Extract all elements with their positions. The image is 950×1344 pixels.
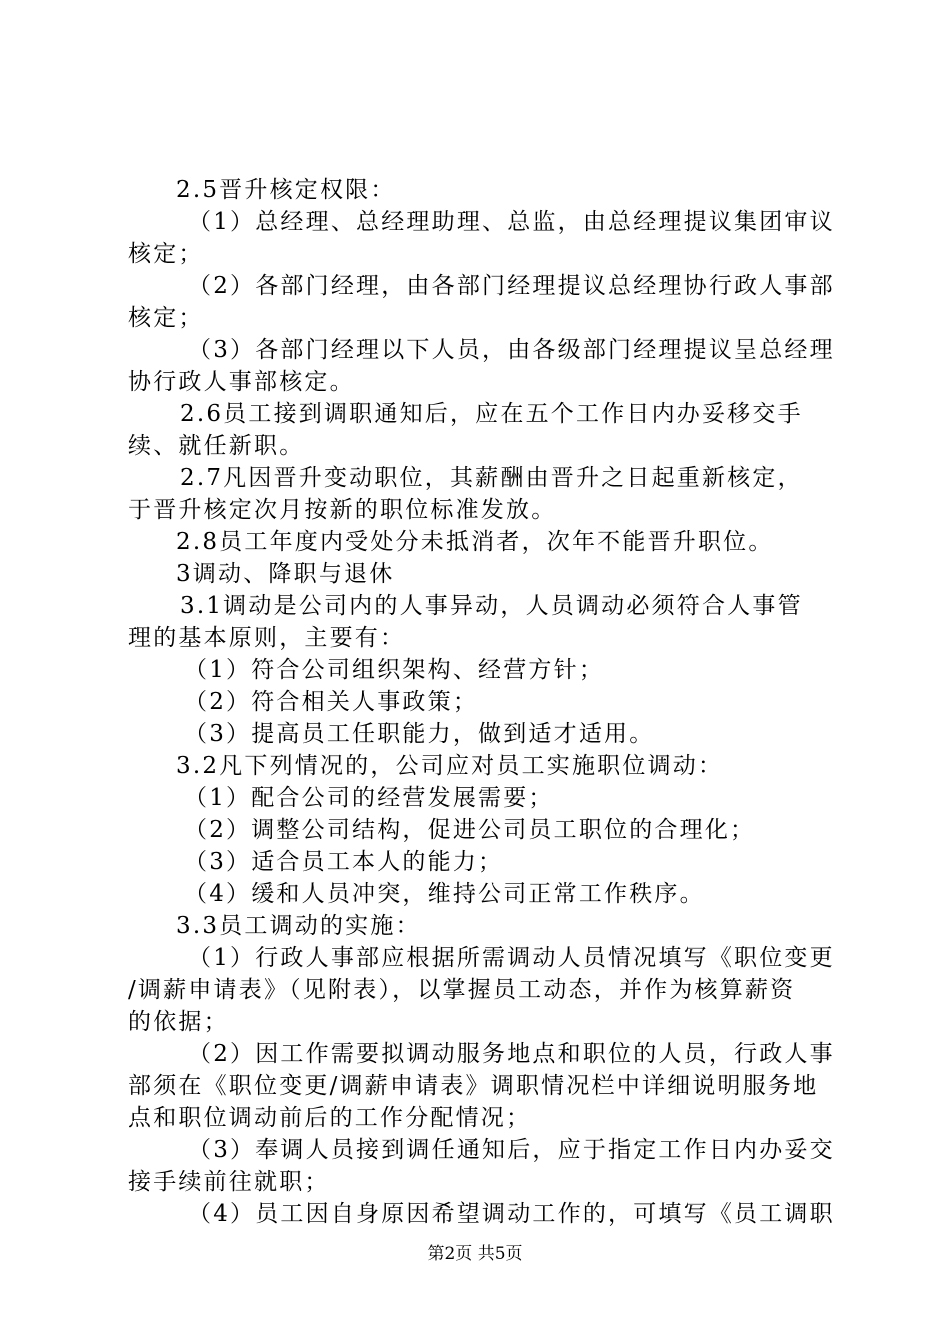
text-line: （1）配合公司的经营发展需要； <box>184 785 554 811</box>
text-line: （2）各部门经理，由各部门经理提议总经理协行政人事部 <box>188 273 835 299</box>
text-line: 的依据； <box>128 1009 229 1035</box>
text-line: 部须在《职位变更/调薪申请表》调职情况栏中详细说明服务地 <box>128 1073 819 1099</box>
text-line: 2.8员工年度内受处分未抵消者，次年不能晋升职位。 <box>176 529 774 555</box>
text-line: 接手续前往就职； <box>128 1169 330 1195</box>
text-line: 3.1调动是公司内的人事异动，人员调动必须符合人事管 <box>180 593 803 619</box>
text-line: /调薪申请表》（见附表），以掌握员工动态，并作为核算薪资 <box>128 977 796 1003</box>
text-line: （2）符合相关人事政策； <box>184 689 479 715</box>
text-line: （4）缓和人员冲突，维持公司正常工作秩序。 <box>184 881 705 907</box>
text-line: （3）奉调人员接到调任通知后，应于指定工作日内办妥交 <box>188 1137 835 1163</box>
text-line: 协行政人事部核定。 <box>128 369 355 395</box>
text-line: （1）符合公司组织架构、经营方针； <box>184 657 605 683</box>
text-line: 3.3员工调动的实施： <box>176 913 421 939</box>
text-line: 2.6员工接到调职通知后，应在五个工作日内办妥移交手 <box>180 401 803 427</box>
text-line: 点和职位调动前后的工作分配情况； <box>128 1105 532 1131</box>
text-line: 核定； <box>128 305 204 331</box>
text-line: 核定； <box>128 241 204 267</box>
text-line: 3调动、降职与退休 <box>176 561 395 587</box>
text-line: 续、就任新职。 <box>128 433 305 459</box>
text-line: （2）因工作需要拟调动服务地点和职位的人员，行政人事 <box>188 1041 835 1067</box>
text-line: （1）总经理、总经理助理、总监，由总经理提议集团审议 <box>188 209 835 235</box>
document-body <box>128 174 834 1230</box>
text-line: 理的基本原则，主要有： <box>128 625 406 651</box>
text-line: （1）行政人事部应根据所需调动人员情况填写《职位变更 <box>188 945 835 971</box>
text-line: （2）调整公司结构，促进公司员工职位的合理化； <box>184 817 756 843</box>
text-line: 2.5晋升核定权限： <box>176 177 396 203</box>
text-line: （4）员工因自身原因希望调动工作的，可填写《员工调职 <box>188 1201 835 1227</box>
text-line: 3.2凡下列情况的，公司应对员工实施职位调动： <box>176 753 724 779</box>
text-line: （3）适合员工本人的能力； <box>184 849 504 875</box>
text-line: 于晋升核定次月按新的职位标准发放。 <box>128 497 557 523</box>
text-line: 2.7凡因晋升变动职位，其薪酬由晋升之日起重新核定， <box>180 465 803 491</box>
text-line: （3）各部门经理以下人员，由各级部门经理提议呈总经理 <box>188 337 835 363</box>
text-line: （3）提高员工任职能力，做到适才适用。 <box>184 721 655 747</box>
page-footer: 第2页 共5页 <box>427 1244 523 1264</box>
